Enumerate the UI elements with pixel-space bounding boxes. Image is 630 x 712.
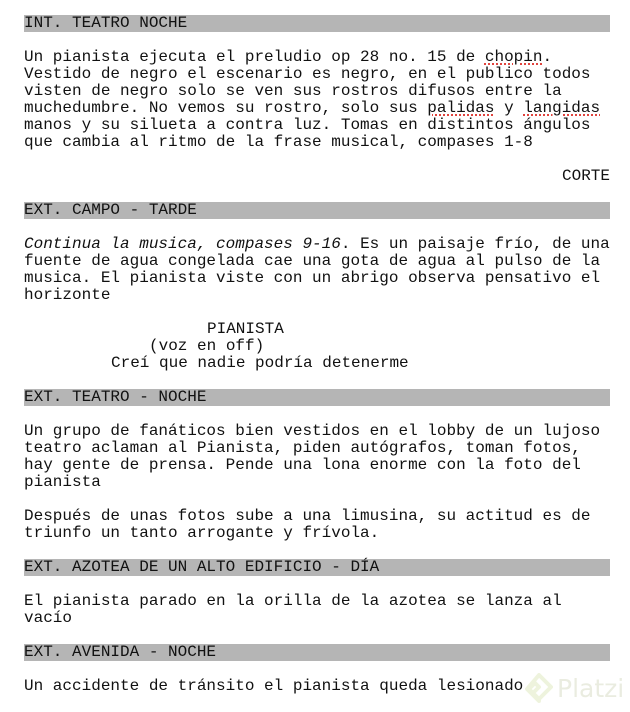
action-line: Continua la musica, compases 9-16. Es un paisaje frío, de una	[24, 235, 610, 253]
screenplay-page	[24, 15, 610, 695]
action-block-4[interactable]	[24, 508, 610, 542]
scene-heading-2[interactable]: EXT. CAMPO - TARDE	[24, 202, 610, 219]
action-block-5[interactable]	[24, 593, 610, 627]
action-line: teatro aclaman al Pianista, piden autógrafos, toman fotos,	[24, 439, 581, 457]
action-line: muchedumbre. No vemos su rostro, solo sus palidas y langidas	[24, 99, 601, 117]
action-line: Después de unas fotos sube a una limusina, su actitud es de	[24, 507, 591, 525]
action-line: Vestido de negro el escenario es negro, en el publico todos	[24, 65, 591, 83]
action-line: hay gente de prensa. Pende una lona enorme con la foto del	[24, 456, 581, 474]
scene-heading-5[interactable]: EXT. AVENIDA - NOCHE	[24, 644, 610, 661]
action-line: El pianista parado en la orilla de la azotea se lanza al	[24, 592, 562, 610]
action-line: fuente de agua congelada cae una gota de agua al pulso de la	[24, 252, 601, 270]
action-line: Un grupo de fanáticos bien vestidos en el lobby de un lujoso	[24, 422, 601, 440]
action-line: triunfo un tanto arrogante y frívola.	[24, 524, 380, 542]
character-name: PIANISTA	[207, 320, 284, 338]
dialogue-block[interactable]	[24, 321, 610, 372]
action-line: que cambia al ritmo de la frase musical, compases 1-8	[24, 133, 533, 151]
watermark-text: Platzi	[557, 673, 625, 703]
action-line: horizonte	[24, 286, 111, 304]
action-line: Un accidente de tránsito el pianista queda lesionado	[24, 677, 524, 695]
platzi-watermark	[525, 670, 630, 706]
action-block-1[interactable]	[24, 49, 610, 151]
action-line: Un pianista ejecuta el preludio op 28 no. 15 de chopin.	[24, 48, 553, 66]
misspelled-word[interactable]: chopin	[484, 48, 543, 66]
action-block-2[interactable]	[24, 236, 610, 304]
misspelled-word[interactable]: palidas	[427, 99, 495, 117]
action-line: visten de negro solo se ven sus rostros difusos entre la	[24, 82, 562, 100]
action-line: vacío	[24, 609, 73, 627]
italic-direction: Continua la musica, compases 9-16	[24, 235, 341, 253]
action-line: manos y su silueta a contra luz. Tomas en distintos ángulos	[24, 116, 591, 134]
parenthetical: (voz en off)	[149, 337, 265, 355]
misspelled-word[interactable]: langidas	[523, 99, 601, 117]
action-line: musica. El pianista viste con un abrigo observa pensativo el	[24, 269, 601, 287]
platzi-logo-icon	[525, 673, 553, 703]
action-block-3[interactable]	[24, 423, 610, 491]
action-block-6[interactable]	[24, 678, 610, 695]
dialogue-line: Creí que nadie podría detenerme	[111, 354, 409, 372]
scene-heading-3[interactable]: EXT. TEATRO - NOCHE	[24, 389, 610, 406]
scene-heading-1[interactable]: INT. TEATRO NOCHE	[24, 15, 610, 32]
transition-cut[interactable]: CORTE	[561, 167, 610, 185]
scene-heading-4[interactable]: EXT. AZOTEA DE UN ALTO EDIFICIO - DÍA	[24, 559, 610, 576]
action-line: pianista	[24, 473, 101, 491]
